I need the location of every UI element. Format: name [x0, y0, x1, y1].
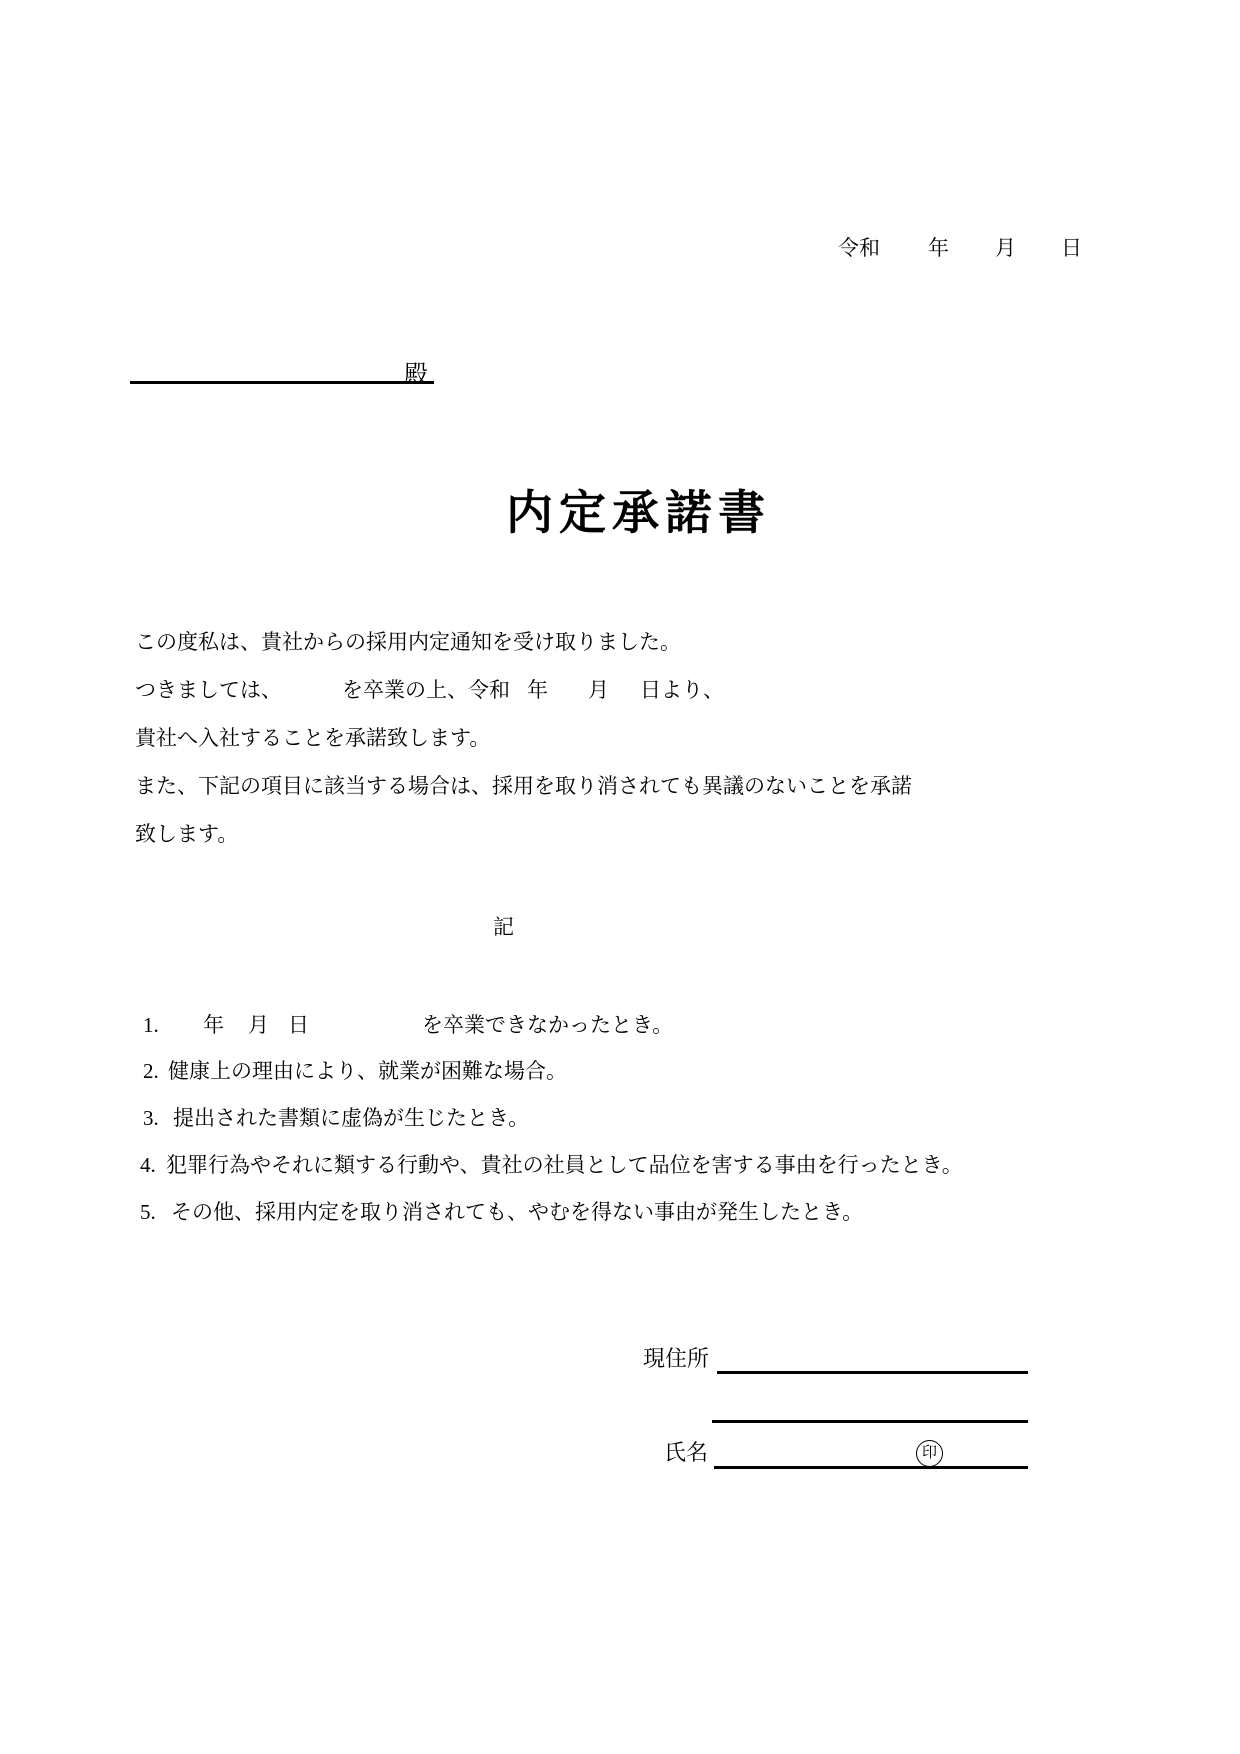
date-month-label: 月: [995, 236, 1016, 260]
condition-text: その他、採用内定を取り消されても、やむを得ない事由が発生したとき。: [171, 1200, 864, 1224]
body-line-1: この度私は、貴社からの採用内定通知を受け取りました。: [135, 630, 681, 654]
condition-text: 提出された書類に虚偽が生じたとき。: [173, 1106, 530, 1130]
seal-stamp-icon: [916, 1440, 943, 1467]
condition-year-label: 年: [203, 1013, 224, 1037]
address-blank-line-2[interactable]: [712, 1420, 1028, 1423]
body-line-5: 致します。: [135, 822, 239, 846]
date-era-label: 令和: [838, 236, 880, 260]
body-line-4: また、下記の項目に該当する場合は、採用を取り消されても異議のないことを承諾: [135, 774, 912, 798]
address-label: 現住所: [643, 1346, 710, 1371]
addressee-honorific: 殿: [404, 362, 428, 388]
condition-number: 2.: [143, 1059, 159, 1083]
date-day-label: 日: [1061, 236, 1082, 260]
condition-number: 3.: [143, 1106, 159, 1130]
condition-text: 健康上の理由により、就業が困難な場合。: [168, 1059, 567, 1083]
body-line-2-month-label: 月: [588, 678, 609, 702]
condition-month-label: 月: [248, 1013, 269, 1037]
body-line-3: 貴社へ入社することを承諾致します。: [135, 726, 491, 750]
condition-number: 5.: [140, 1200, 156, 1224]
seal-stamp-label: 印: [921, 1445, 937, 1461]
name-label: 氏名: [664, 1440, 709, 1465]
condition-number: 1.: [143, 1013, 159, 1037]
page-title: 内定承諾書: [506, 488, 771, 540]
addressee-blank-line[interactable]: [130, 381, 434, 384]
condition-text: を卒業できなかったとき。: [422, 1013, 674, 1037]
condition-text: 犯罪行為やそれに類する行動や、貴社の社員として品位を害する事由を行ったとき。: [166, 1153, 963, 1177]
condition-day-label: 日: [288, 1013, 309, 1037]
body-line-2-mid: を卒業の上、令和: [342, 678, 510, 702]
body-line-2-year-label: 年: [527, 678, 548, 702]
body-line-2-day-suffix: 日より、: [640, 678, 724, 702]
name-blank-line[interactable]: [714, 1466, 1028, 1469]
condition-number: 4.: [140, 1153, 156, 1177]
address-blank-line-1[interactable]: [717, 1371, 1028, 1374]
body-line-2-prefix: つきましては、: [135, 678, 282, 702]
date-year-label: 年: [928, 236, 949, 260]
section-marker-ki: 記: [493, 915, 514, 939]
